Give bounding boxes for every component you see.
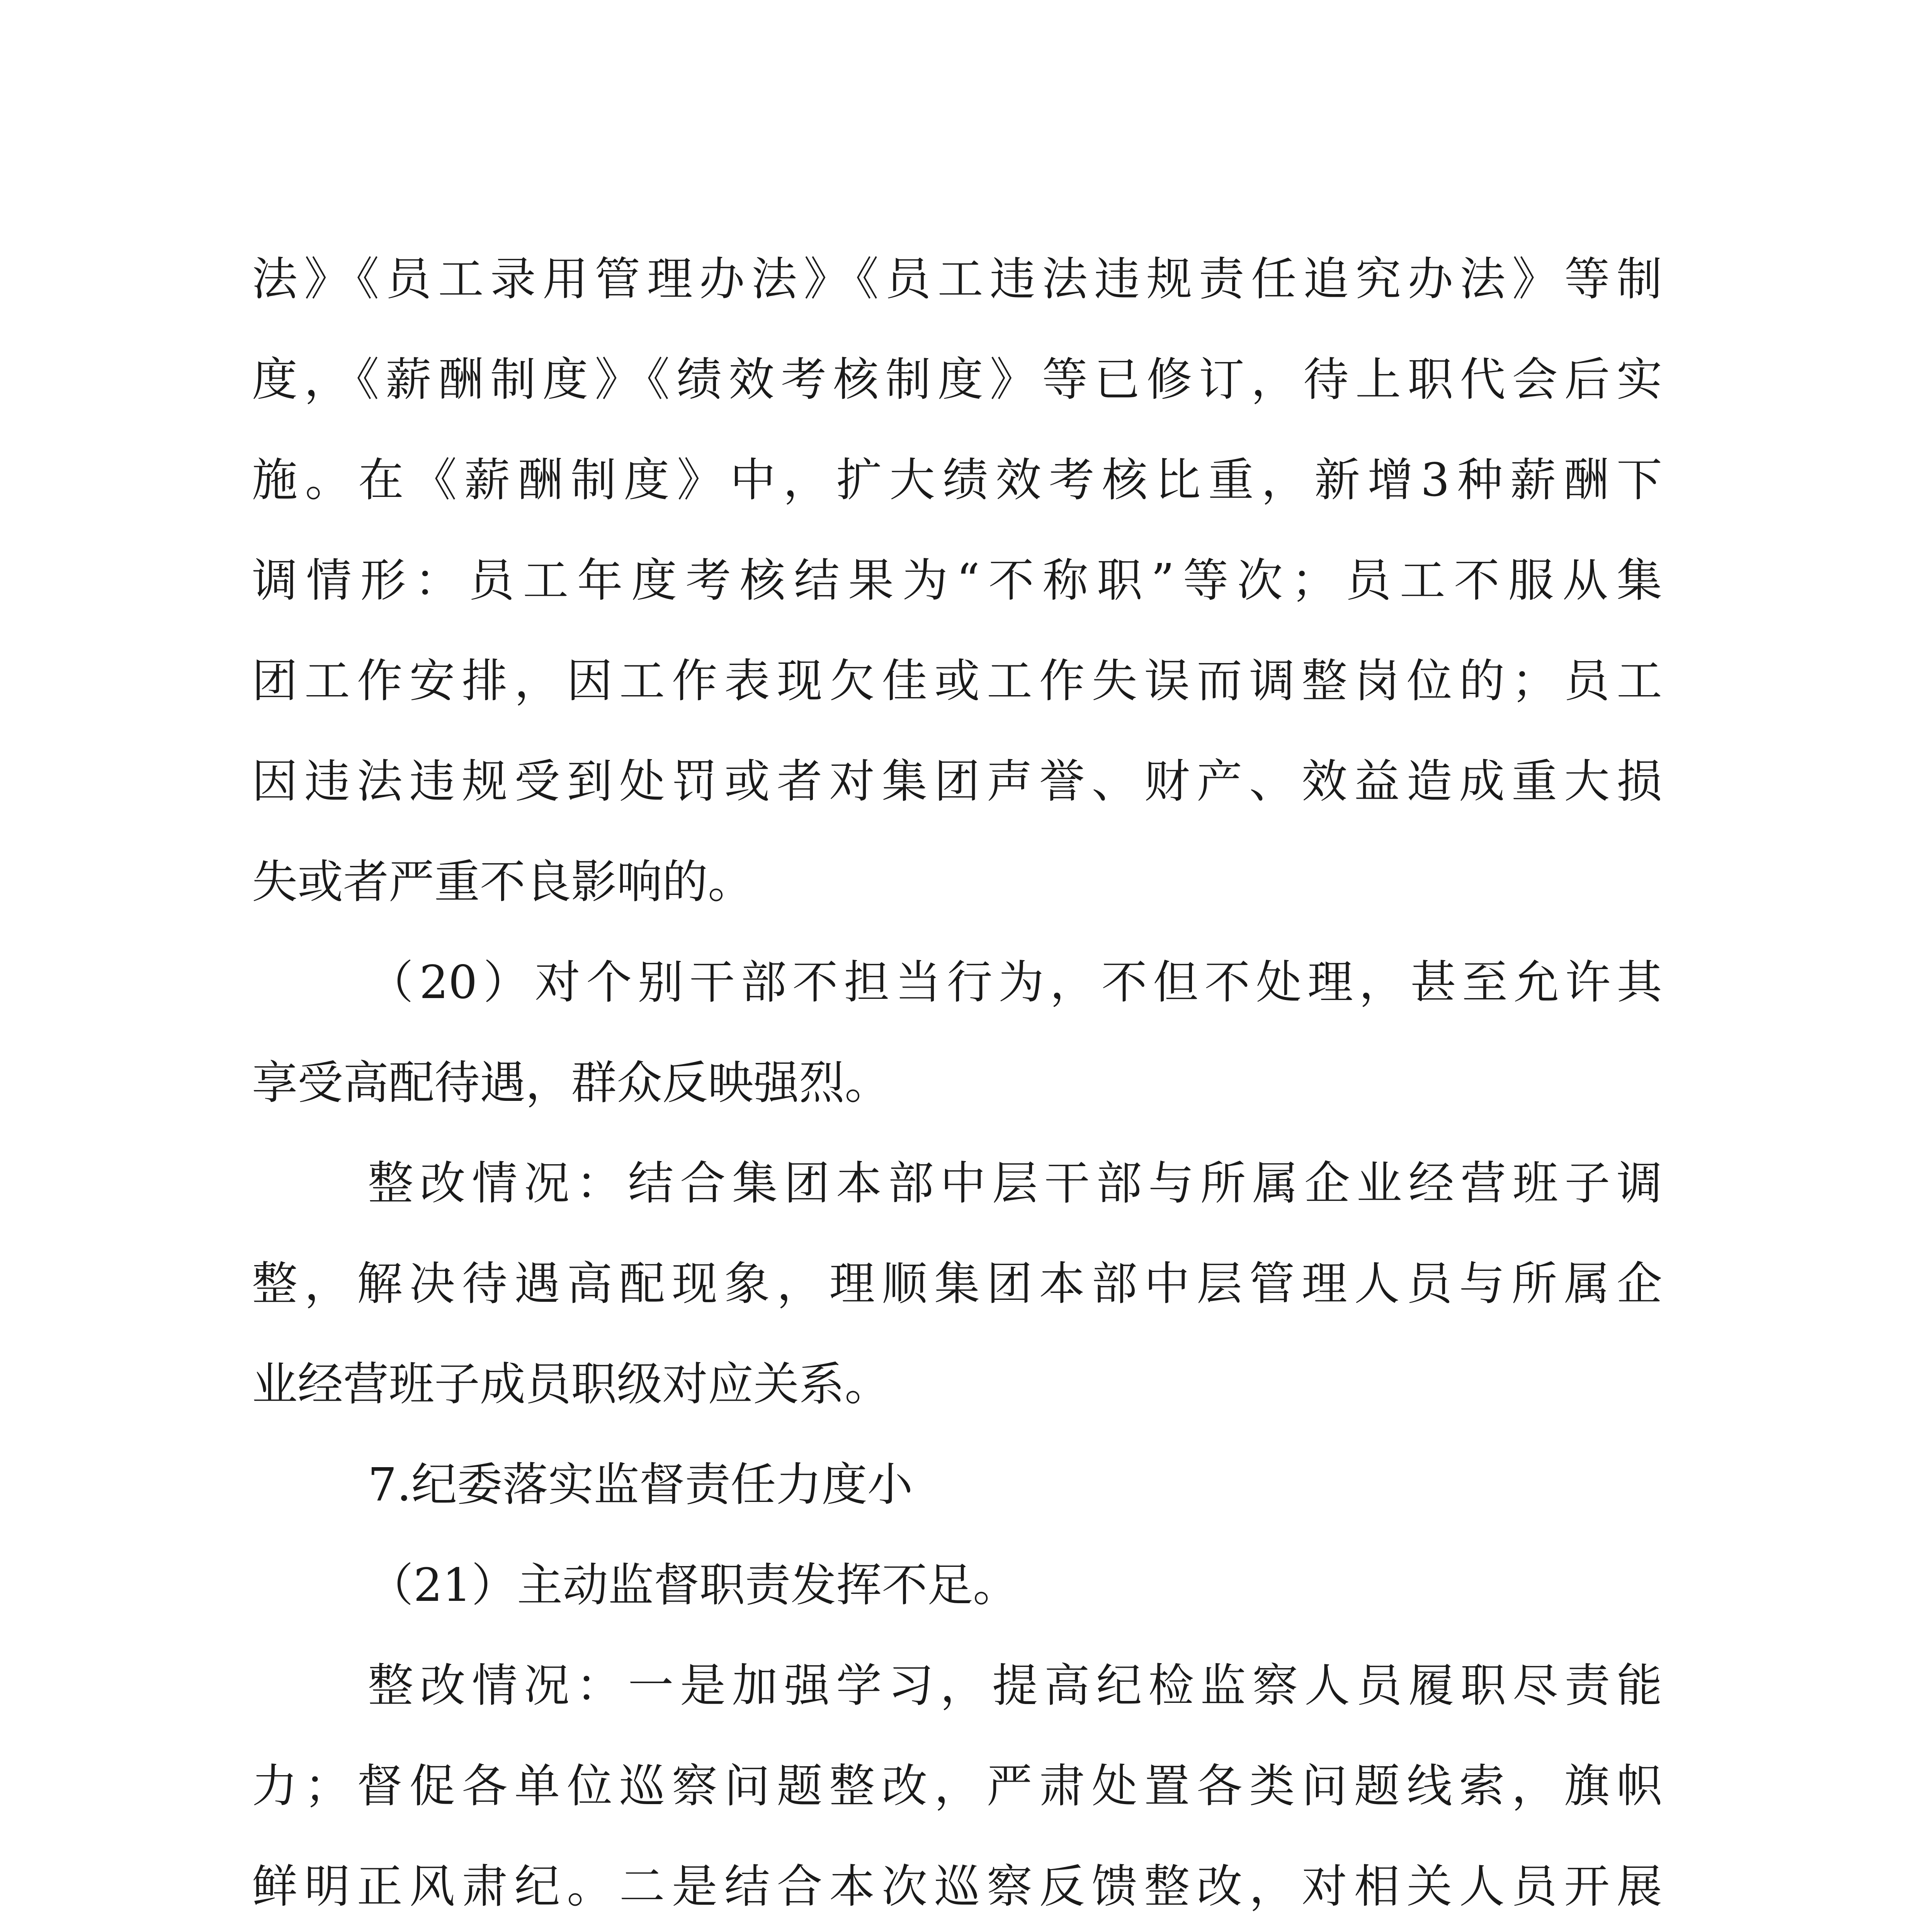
text-line: 施。在《薪酬制度》中，扩大绩效考核比重，新增3种薪酬下 [252,453,1662,507]
text-line: 整改情况：结合集团本部中层干部与所属企业经营班子调 [368,1156,1662,1210]
text-line: （21）主动监督职责发挥不足。 [368,1558,1019,1612]
text-line: 鲜明正风肃纪。二是结合本次巡察反馈整改，对相关人员开展 [252,1860,1662,1913]
text-line: 享受高配待遇，群众反映强烈。 [252,1056,891,1109]
text-line: 团工作安排，因工作表现欠佳或工作失误而调整岗位的；员工 [252,654,1662,707]
text-line: 力；督促各单位巡察问题整改，严肃处置各类问题线索，旗帜 [252,1759,1662,1813]
text-line: 因违法违规受到处罚或者对集团声誉、财产、效益造成重大损 [252,755,1662,808]
text-line: 整，解决待遇高配现象，理顺集团本部中层管理人员与所属企 [252,1257,1662,1310]
text-line: 业经营班子成员职级对应关系。 [252,1357,891,1411]
section-heading: 7.纪委落实监督责任力度小 [368,1458,913,1511]
text-line: 法》《员工录用管理办法》《员工违法违规责任追究办法》等制 [252,252,1662,306]
text-line: 调情形：员工年度考核结果为“不称职”等次；员工不服从集 [252,554,1662,607]
text-line: 失或者严重不良影响的。 [252,855,754,908]
text-line: 度，《薪酬制度》《绩效考核制度》等已修订，待上职代会后实 [252,353,1662,406]
text-line: （20）对个别干部不担当行为，不但不处理，甚至允许其 [368,956,1662,1009]
text-line: 整改情况：一是加强学习，提高纪检监察人员履职尽责能 [368,1659,1662,1712]
